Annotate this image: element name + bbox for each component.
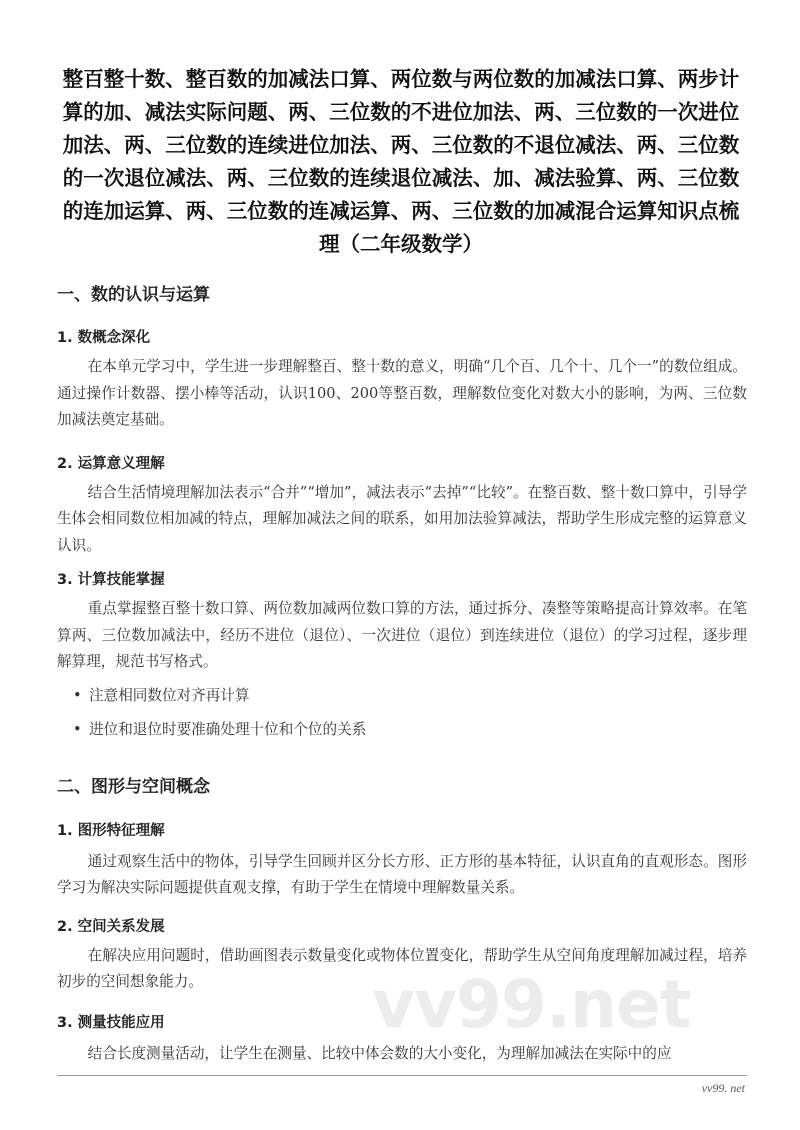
paragraph: 结合生活情境理解加法表示“合并”“增加”，减法表示“去掉”“比较”。在整百数、整十数口算中，引导学生体会相同数位相加减的特点，理解加减法之间的联系，如用加法验算减法，帮助学生形成完整的运算意义认识。 <box>57 483 747 554</box>
bullet-item: • 注意相同数位对齐再计算 <box>75 686 747 706</box>
bullet-item: • 进位和退位时要准确处理十位和个位的关系 <box>75 720 747 740</box>
paragraph: 重点掌握整百整十数口算、两位数加减两位数口算的方法，通过拆分、凑整等策略提高计算效率。在笔算两、三位数加减法中，经历不进位（退位）、一次进位（退位）到连续进位（退位）的学习过程，逐步理解算理，规范书写格式。 <box>57 600 747 670</box>
document-body <box>57 63 747 1067</box>
subsection-heading: 1. 数概念深化 <box>57 330 151 346</box>
section-heading: 二、图形与空间概念 <box>57 776 210 797</box>
watermark: vv99.net <box>372 966 691 1043</box>
section-heading: 一、数的认识与运算 <box>57 285 210 305</box>
footer-divider <box>57 1075 747 1076</box>
subsection-heading: 2. 空间关系发展 <box>57 918 165 935</box>
paragraph: 通过观察生活中的物体，引导学生回顾并区分长方形、正方形的基本特征，认识直角的直观形态。图形学习为解决实际问题提供直观支撑，有助于学生在情境中理解数量关系。 <box>57 852 747 896</box>
document-title: 整百整十数、整百数的加减法口算、两位数与两位数的加减法口算、两步计算的加、减法实际问题、两、三位数的不进位加法、两、三位数的一次进位加法、两、三位数的连续进位加法、两、三位数的不退位减法、两、三位数的一次退位减法、两、三位数的连续退位减法、加、减法验算、两、三位数的连加运算、两、三位数的连减运算、两、三位数的加减混合运算知识点梳理（二年级数学） <box>62 67 740 256</box>
paragraph: 结合长度测量活动，让学生在测量、比较中体会数的大小变化，为理解加减法在实际中的应 <box>87 1044 672 1062</box>
subsection-heading: 3. 测量技能应用 <box>57 1014 165 1031</box>
subsection-heading: 1. 图形特征理解 <box>57 822 165 839</box>
subsection-heading: 3. 计算技能掌握 <box>57 572 165 588</box>
subsection-heading: 2. 运算意义理解 <box>57 455 165 472</box>
paragraph: 在解决应用问题时，借助画图表示数量变化或物体位置变化，帮助学生从空间角度理解加减过程，培养初步的空间想象能力。 <box>57 946 747 990</box>
paragraph: 在本单元学习中，学生进一步理解整百、整十数的意义，明确“几个百、几个十、几个一”的数位组成。通过操作计数器、摆小棒等活动，认识100、200等整百数，理解数位变化对数大小的影响，为两、三位数加减法奠定基础。 <box>57 358 747 428</box>
footer-site-label: vv99. net <box>701 1081 745 1095</box>
